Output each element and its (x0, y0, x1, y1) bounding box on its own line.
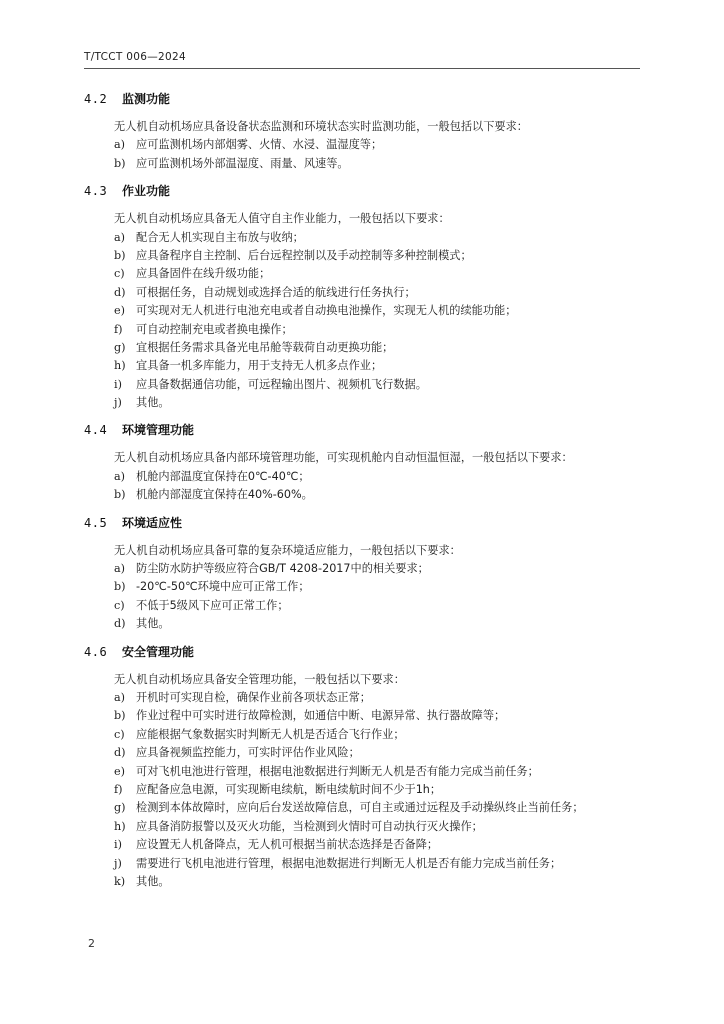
list-item (84, 873, 644, 891)
document-body (84, 88, 644, 891)
section-heading (84, 90, 644, 110)
list-item-text: 不低于5级风下应可正常工作； (136, 598, 289, 612)
list-item (84, 339, 644, 357)
list-item (84, 229, 644, 247)
section-heading (84, 182, 644, 202)
document-code: T/TCCT 006—2024 (84, 51, 186, 63)
list-item (84, 836, 644, 854)
list-item-marker: d) (114, 285, 126, 299)
list-item-text: 可实现对无人机进行电池充电或者自动换电池操作，实现无人机的续能功能； (136, 304, 517, 318)
list-item-marker: b) (114, 580, 126, 594)
list-item (84, 265, 644, 283)
list-item-text: 可根据任务，自动规划或选择合适的航线进行任务执行； (136, 285, 416, 299)
list-item-text: 应能根据气象数据实时判断无人机是否适合飞行作业； (136, 727, 405, 741)
section-title: 监测功能 (122, 92, 171, 106)
list-item-marker: a) (114, 690, 126, 704)
list-item-text: 机舱内部温度宜保持在0℃-40℃； (136, 469, 310, 483)
list-item-marker: j) (114, 856, 122, 870)
list-item-marker: g) (114, 340, 126, 354)
list-item (84, 468, 644, 486)
list-item (84, 707, 644, 725)
list-item (84, 357, 644, 375)
list-item-text: 配合无人机实现自主布放与收纳； (136, 230, 304, 244)
section-title: 作业功能 (122, 184, 171, 199)
section-spacer (84, 412, 644, 419)
list-item (84, 855, 644, 873)
list-item-marker: j) (114, 396, 122, 410)
section-heading (84, 514, 644, 534)
section-number: 4.3 (84, 184, 108, 199)
list-item-text: 其他。 (136, 874, 170, 888)
section-title: 安全管理功能 (122, 644, 195, 659)
list-item (84, 781, 644, 799)
section-title: 环境管理功能 (122, 423, 195, 438)
list-item (84, 486, 644, 504)
list-item-text: 应具备程序自主控制、后台远程控制以及手动控制等多种控制模式； (136, 248, 472, 262)
list-item-text: 应可监测机场内部烟雾、火情、水浸、温湿度等； (136, 138, 383, 152)
section-4-4 (84, 421, 644, 504)
list-item-text: 可对飞机电池进行管理，根据电池数据进行判断无人机是否有能力完成当前任务； (136, 764, 539, 778)
list-item (84, 560, 644, 578)
section-intro: 无人机自动机场应具备安全管理功能，一般包括以下要求： (114, 672, 405, 686)
list-item-text: -20℃-50℃环境中应可正常工作； (136, 580, 310, 594)
list-item-marker: h) (114, 359, 126, 373)
list-item-marker: f) (114, 322, 123, 336)
list-item-text: 应具备数据通信功能，可远程输出图片、视频机飞行数据。 (136, 377, 427, 391)
list-item-text: 宜具备一机多库能力，用于支持无人机多点作业； (136, 359, 383, 373)
list-item-text: 开机时可实现自检，确保作业前各项状态正常； (136, 690, 371, 704)
list-item-marker: b) (114, 488, 126, 502)
list-item-text: 宜根据任务需求具备光电吊舱等载荷自动更换功能； (136, 340, 394, 354)
list-item (84, 689, 644, 707)
list-item-text: 可自动控制充电或者换电操作； (136, 322, 293, 336)
list-item-marker: h) (114, 819, 126, 833)
list-item (84, 799, 644, 817)
list-item-text: 应具备固件在线升级功能； (136, 267, 271, 281)
list-item-marker: e) (114, 304, 125, 318)
list-item-marker: a) (114, 230, 126, 244)
section-number: 4.2 (84, 92, 108, 106)
section-title: 环境适应性 (122, 515, 183, 530)
list-item (84, 376, 644, 394)
list-item-text: 机舱内部湿度宜保持在40%-60%。 (136, 488, 313, 502)
list-item-marker: k) (114, 874, 126, 888)
list-item-text: 应配备应急电源，可实现断电续航，断电续航时间不少于1h； (136, 782, 442, 796)
list-item (84, 394, 644, 412)
list-item-text: 防尘防水防护等级应符合GB/T 4208-2017中的相关要求； (136, 562, 429, 576)
list-item (84, 744, 644, 762)
list-item (84, 321, 644, 339)
section-number: 4.5 (84, 515, 108, 530)
list-item-text: 应设置无人机备降点，无人机可根据当前状态选择是否备降； (136, 838, 439, 852)
list-item-marker: b) (114, 709, 126, 723)
section-intro: 无人机自动机场应具备无人值守自主作业能力，一般包括以下要求： (114, 212, 450, 226)
list-item-marker: i) (114, 838, 122, 852)
header-divider (84, 68, 640, 69)
list-item-text: 其他。 (136, 396, 170, 410)
list-item-marker: c) (114, 727, 125, 741)
list-item (84, 247, 644, 265)
section-4-2 (84, 90, 644, 173)
list-item (84, 578, 644, 596)
section-intro: 无人机自动机场应具备设备状态监测和环境状态实时监测功能，一般包括以下要求： (114, 120, 528, 133)
list-item-marker: e) (114, 764, 125, 778)
list-item (84, 302, 644, 320)
list-item-marker: c) (114, 267, 125, 281)
page-number: 2 (88, 937, 95, 950)
section-heading (84, 421, 644, 441)
list-item-marker: a) (114, 562, 126, 576)
list-item (84, 155, 644, 173)
list-item-text: 应可监测机场外部温湿度、雨量、风速等。 (136, 156, 349, 170)
section-4-3 (84, 182, 644, 412)
list-item (84, 136, 644, 154)
list-item-text: 作业过程中可实时进行故障检测，如通信中断、电源异常、执行器故障等； (136, 709, 506, 723)
list-item-text: 其他。 (136, 617, 170, 631)
section-number: 4.6 (84, 644, 108, 659)
list-item-marker: a) (114, 469, 126, 483)
list-item-text: 应具备视频监控能力，可实时评估作业风险； (136, 746, 360, 760)
list-item-text: 检测到本体故障时，应向后台发送故障信息，可自主或通过远程及手动操纵终止当前任务； (136, 801, 584, 815)
list-item-marker: d) (114, 746, 126, 760)
list-item-marker: d) (114, 617, 126, 631)
list-item (84, 726, 644, 744)
list-item (84, 284, 644, 302)
list-item-text: 应具备消防报警以及灭火功能，当检测到火情时可自动执行灭火操作； (136, 819, 483, 833)
list-item-marker: b) (114, 248, 126, 262)
list-item-marker: g) (114, 801, 126, 815)
section-spacer (84, 634, 644, 641)
list-item-marker: a) (114, 138, 126, 152)
list-item (84, 597, 644, 615)
section-4-6 (84, 643, 644, 892)
section-spacer (84, 173, 644, 180)
list-item (84, 763, 644, 781)
section-number: 4.4 (84, 423, 108, 438)
section-4-5 (84, 514, 644, 634)
section-intro: 无人机自动机场应具备可靠的复杂环境适应能力，一般包括以下要求： (114, 543, 461, 557)
list-item-marker: b) (114, 156, 126, 170)
section-heading (84, 643, 644, 663)
section-spacer (84, 505, 644, 512)
list-item-marker: f) (114, 782, 123, 796)
list-item (84, 615, 644, 633)
list-item-marker: c) (114, 598, 125, 612)
list-item (84, 818, 644, 836)
section-intro: 无人机自动机场应具备内部环境管理功能，可实现机舱内自动恒温恒湿，一般包括以下要求： (114, 451, 573, 465)
list-item-text: 需要进行飞机电池进行管理，根据电池数据进行判断无人机是否有能力完成当前任务； (136, 856, 562, 870)
list-item-marker: i) (114, 377, 122, 391)
